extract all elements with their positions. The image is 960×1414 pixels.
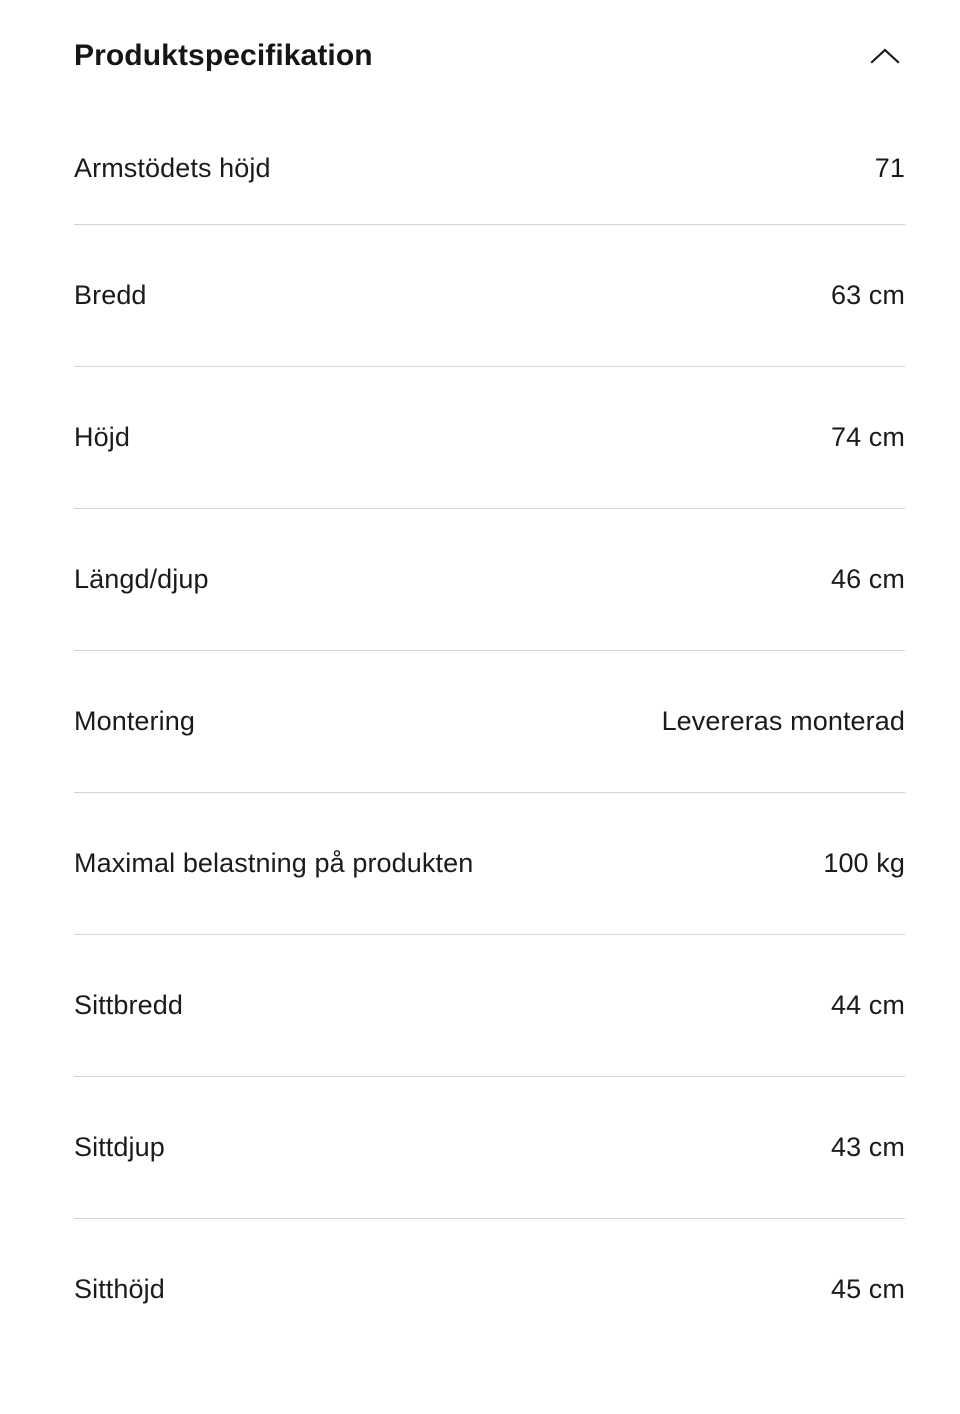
table-row: [74, 935, 905, 1076]
spec-value: 100 kg: [823, 848, 905, 878]
spec-value: 74 cm: [830, 422, 905, 452]
spec-value: 63 cm: [830, 280, 905, 310]
spec-label: Sitthöjd: [74, 1274, 165, 1304]
page-title: Produktspecifikation: [74, 39, 373, 72]
table-row: [74, 1077, 905, 1218]
spec-label: Maximal belastning på produkten: [74, 848, 474, 878]
spec-label: Bredd: [74, 280, 147, 310]
spec-value: 71: [874, 153, 905, 183]
table-row: [74, 367, 905, 508]
spec-value: 44 cm: [830, 990, 905, 1020]
table-row: [74, 112, 905, 224]
spec-value: 43 cm: [830, 1132, 905, 1162]
spec-label: Armstödets höjd: [74, 153, 271, 183]
spec-label: Sittbredd: [74, 990, 183, 1020]
table-row: [74, 1219, 905, 1360]
table-row: [74, 509, 905, 650]
table-row: [74, 793, 905, 934]
spec-value: Levereras monterad: [661, 706, 905, 736]
table-row: [74, 651, 905, 792]
spec-label: Sittdjup: [74, 1132, 165, 1162]
table-row: [74, 225, 905, 366]
spec-value: 46 cm: [830, 564, 905, 594]
specification-list: [74, 112, 905, 1360]
spec-value: 45 cm: [830, 1274, 905, 1304]
product-specification-header[interactable]: [74, 0, 905, 112]
spec-label: Höjd: [74, 422, 130, 452]
chevron-up-glyph: [870, 47, 900, 65]
chevron-up-icon[interactable]: [863, 34, 907, 78]
spec-label: Längd/djup: [74, 564, 209, 594]
spec-label: Montering: [74, 706, 195, 736]
